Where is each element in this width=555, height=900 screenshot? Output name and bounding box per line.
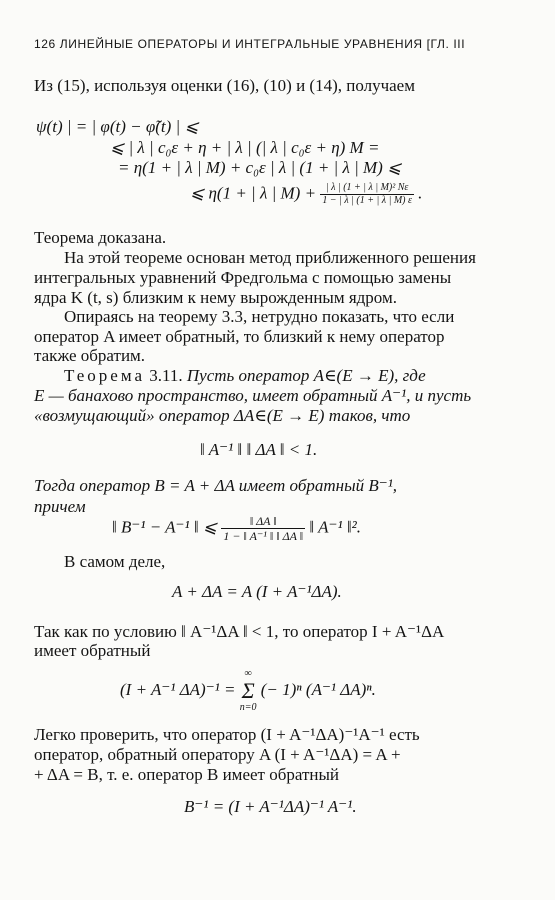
text-line: оператор, обратный оператору A (I + A⁻¹ΔA) = A +: [34, 745, 401, 764]
text-line: + ΔA = B, т. е. оператор B имеет обратный: [34, 765, 340, 784]
formula-line: B⁻¹ = (I + A⁻¹ΔA)⁻¹ A⁻¹.: [184, 797, 357, 816]
sigma-glyph: Σ: [241, 678, 255, 703]
fraction-numerator: ‖ ΔA ‖: [221, 514, 305, 529]
running-header: [34, 34, 465, 54]
formula-line: ‖ A⁻¹ ‖ ‖ ΔA ‖ < 1.: [200, 440, 318, 459]
text-line: ядра K (t, s) близким к нему вырожденным ядром.: [34, 288, 397, 307]
formula-left: ‖ B⁻¹ − A⁻¹ ‖ ⩽: [112, 517, 218, 537]
theorem-text: Пусть оператор A∈(E → E), где: [186, 366, 426, 385]
sum-symbol: [240, 668, 257, 714]
formula-line: = η(1 + | λ | M) + c₀ε | λ | (1 + | λ | M) ⩽: [118, 158, 402, 177]
text-line: Легко проверить, что оператор (I + A⁻¹ΔA)⁻¹A⁻¹ есть: [34, 725, 420, 744]
theorem-line: [64, 366, 426, 386]
formula-fraction: [320, 182, 414, 207]
formula-left: (I + A⁻¹ ΔA)⁻¹ =: [120, 679, 236, 699]
sum-upper-limit: ∞: [244, 668, 252, 679]
theorem-line: Тогда оператор B = A + ΔA имеет обратный B⁻¹,: [34, 476, 398, 495]
text-line: Опираясь на теорему 3.3, нетрудно показать, что если: [64, 307, 455, 326]
formula-line: [112, 514, 361, 543]
text-line: интегральных уравнений Фредгольма с помощью замены: [34, 268, 452, 287]
text-line: На этой теореме основан метод приближенного решения: [64, 248, 476, 267]
text-line: Теорема доказана.: [34, 228, 167, 247]
text-line: В самом деле,: [64, 552, 166, 571]
fraction-denominator: 1 − ‖ A⁻¹ ‖ ‖ ΔA ‖: [223, 529, 304, 543]
formula-right: (− 1)ⁿ (A⁻¹ ΔA)ⁿ.: [260, 679, 376, 699]
fraction-denominator: 1 − | λ | (1 + | λ | M) ε: [322, 195, 412, 206]
text-line: имеет обратный: [34, 641, 151, 660]
page-number: 126: [34, 37, 56, 51]
formula-line: ψ(t) | = | φ(t) − φ̃(t) | ⩽: [36, 117, 199, 136]
formula-line: [190, 182, 422, 207]
formula-end: ‖ A⁻¹ ‖².: [309, 517, 361, 537]
formula-left: ⩽ η(1 + | λ | M) +: [190, 183, 317, 203]
theorem-line: E — банахово пространство, имеет обратный A⁻¹, и пусть: [34, 386, 472, 405]
formula-line: ⩽ | λ | c₀ε + η + | λ | (| λ | c₀ε + η) M =: [110, 138, 380, 157]
formula-line: A + ΔA = A (I + A⁻¹ΔA).: [172, 582, 342, 601]
text-line: также обратим.: [34, 346, 146, 365]
formula-line: [120, 668, 376, 714]
text-line: Из (15), используя оценки (16), (10) и (14), получаем: [34, 76, 415, 95]
formula-fraction: [221, 514, 305, 543]
theorem-label: Теорема: [64, 366, 146, 385]
text-line: оператор A имеет обратный, то близкий к нему оператор: [34, 327, 445, 346]
theorem-number: 3.11.: [149, 366, 183, 385]
theorem-line: «возмущающий» оператор ΔA∈(E → E) таков, что: [34, 406, 411, 425]
formula-end: .: [418, 183, 423, 203]
text-line: Так как по условию ‖ A⁻¹ΔA ‖ < 1, то оператор I + A⁻¹ΔA: [34, 622, 445, 641]
theorem-line: причем: [34, 497, 86, 516]
running-title: ЛИНЕЙНЫЕ ОПЕРАТОРЫ И ИНТЕГРАЛЬНЫЕ УРАВНЕНИЯ [ГЛ. III: [59, 37, 466, 51]
sum-lower-limit: n=0: [239, 702, 257, 713]
fraction-numerator: | λ | (1 + | λ | M)² Nε: [320, 182, 414, 195]
